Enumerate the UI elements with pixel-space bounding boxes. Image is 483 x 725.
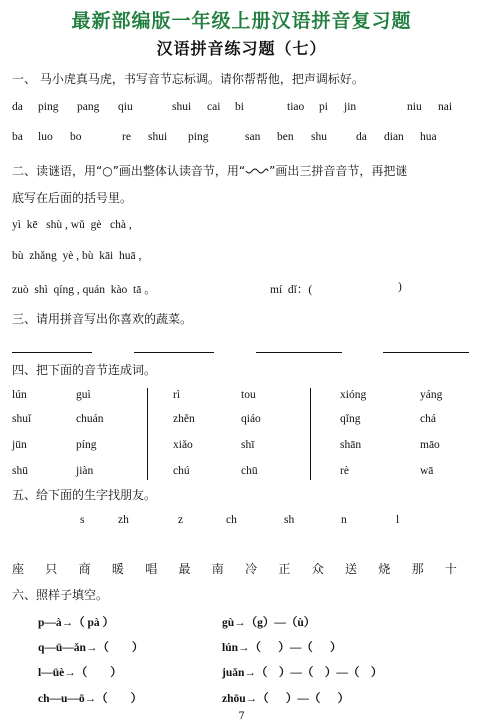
- initial-consonant: ch: [226, 514, 237, 526]
- circle-symbol: ○: [102, 164, 113, 178]
- chinese-character: 冷: [245, 562, 258, 576]
- pinyin-syllable: san: [245, 131, 261, 143]
- syllable-cell: xióng: [340, 389, 367, 401]
- chinese-character: 众: [311, 562, 324, 576]
- initial-consonant: z: [178, 514, 184, 526]
- chinese-character: 座: [12, 562, 25, 576]
- chinese-character: 商: [78, 562, 91, 576]
- q4-instruction: 四、把下面的音节连成词。: [12, 363, 157, 377]
- syllable-cell: māo: [420, 439, 440, 451]
- pinyin-syllable: shu: [311, 131, 327, 143]
- syllable-cell: zhěn: [173, 413, 195, 425]
- divider-right: [310, 388, 311, 480]
- pinyin-syllable: nai: [438, 101, 453, 113]
- pinyin-syllable: jin: [344, 101, 357, 113]
- initial-consonant: zh: [118, 514, 129, 526]
- syllable-cell: shū: [12, 465, 28, 477]
- syllable-cell: rì: [173, 389, 181, 401]
- initial-consonant: n: [341, 514, 347, 526]
- riddle-answer-label: mí dǐ：(: [270, 284, 313, 296]
- syllable-cell: chú: [173, 465, 190, 477]
- chinese-character: 烧: [378, 562, 391, 576]
- syllable-cell: chuán: [76, 413, 104, 425]
- syllable-cell: píng: [76, 439, 97, 451]
- pinyin-syllable: pang: [77, 101, 100, 113]
- page-title: 最新部编版一年级上册汉语拼音复习题: [71, 10, 412, 32]
- riddle-line-3: zuò shì qíng , quán kào tā 。: [12, 284, 156, 296]
- pinyin-syllable: ba: [12, 131, 23, 143]
- chinese-character: 那: [411, 562, 424, 576]
- pinyin-syllable: cai: [207, 101, 221, 113]
- pinyin-syllable: niu: [407, 101, 422, 113]
- q3-instruction: 三、请用拼音写出你喜欢的蔬菜。: [12, 312, 193, 326]
- chinese-character: 十: [444, 562, 457, 576]
- chinese-character: 唱: [145, 562, 158, 576]
- exercise-left: ch—u—ō→（ ）: [38, 693, 143, 705]
- page-number: 7: [238, 711, 245, 722]
- answer-line-2[interactable]: [134, 352, 214, 353]
- exercise-left: q—ü—ǎn→（ ）: [38, 642, 144, 654]
- pinyin-syllable: da: [12, 101, 23, 113]
- chinese-character: 最: [178, 562, 191, 576]
- exercise-right: juǎn→（ ）—（ ）—（ ）: [222, 667, 383, 679]
- syllable-cell: rè: [340, 465, 349, 477]
- exercise-right: lún→（ ）—（ ）: [222, 642, 342, 654]
- syllable-cell: jiàn: [76, 465, 94, 477]
- syllable-cell: lún: [12, 389, 27, 401]
- answer-line-4[interactable]: [383, 352, 469, 353]
- syllable-cell: qiáo: [241, 413, 261, 425]
- syllable-cell: chū: [241, 465, 258, 477]
- q2-instruction: [12, 162, 407, 179]
- initial-consonant: l: [396, 514, 400, 526]
- pinyin-syllable: shui: [172, 101, 192, 113]
- exercise-right: zhōu→（ ）—（ ）: [222, 693, 350, 705]
- pinyin-syllable: bi: [235, 101, 244, 113]
- pinyin-syllable: ben: [277, 131, 294, 143]
- syllable-cell: chá: [420, 413, 436, 425]
- exercise-right: gù→（g）—（ù）: [222, 617, 316, 629]
- page-subtitle: 汉语拼音练习题（七）: [156, 39, 327, 58]
- syllable-cell: shī: [241, 439, 255, 451]
- pinyin-syllable: bo: [70, 131, 82, 143]
- pinyin-syllable: da: [356, 131, 367, 143]
- wavy-underline-icon: [245, 168, 269, 176]
- initial-consonant: s: [80, 514, 85, 526]
- exercise-left: p—à→（ pà ）: [38, 617, 115, 629]
- q1-instruction: 一、 马小虎真马虎，书写音节忘标调。请你帮帮他，把声调标好。: [12, 72, 364, 86]
- syllable-cell: guì: [76, 389, 91, 401]
- pinyin-syllable: re: [122, 131, 131, 143]
- pinyin-syllable: ping: [38, 101, 59, 113]
- riddle-line-1: yì kē shù , wǔ gè chà ,: [12, 219, 132, 231]
- chinese-character: 送: [345, 562, 358, 576]
- exercise-left: l—üè→（ ）: [38, 667, 122, 679]
- syllable-cell: shuǐ: [12, 413, 32, 425]
- pinyin-syllable: ping: [188, 131, 209, 143]
- chinese-character: 只: [45, 562, 58, 576]
- syllable-cell: qǐng: [340, 413, 361, 425]
- q6-instruction: 六、照样子填空。: [12, 588, 109, 602]
- answer-line-1[interactable]: [12, 352, 92, 353]
- syllable-cell: jūn: [12, 439, 27, 451]
- q2-instruction-line2: 底写在后面的括号里。: [12, 191, 133, 205]
- syllable-cell: xiǎo: [173, 439, 193, 451]
- syllable-cell: shān: [340, 439, 362, 451]
- pinyin-syllable: luo: [38, 131, 53, 143]
- riddle-line-2: bù zhǎng yè , bù kāi huā ,: [12, 250, 142, 262]
- pinyin-syllable: dian: [384, 131, 404, 143]
- riddle-answer-close: ): [398, 281, 402, 293]
- q2-instruction-part-b: ”画出整体认读音节，用“: [112, 164, 246, 178]
- pinyin-syllable: qiu: [118, 101, 133, 113]
- syllable-cell: wā: [420, 465, 434, 477]
- syllable-cell: tou: [241, 389, 256, 401]
- q2-instruction-part-c: ”画出三拼音音节，再把谜: [269, 164, 408, 178]
- pinyin-syllable: hua: [420, 131, 437, 143]
- syllable-cell: yáng: [420, 389, 443, 401]
- pinyin-syllable: pi: [319, 101, 328, 113]
- initial-consonant: sh: [284, 514, 295, 526]
- chinese-character: 南: [211, 562, 224, 576]
- pinyin-syllable: shui: [148, 131, 168, 143]
- answer-line-3[interactable]: [256, 352, 342, 353]
- pinyin-syllable: tiao: [287, 101, 305, 113]
- divider-left: [147, 388, 148, 480]
- q2-instruction-part-a: 二、读谜语，用“: [12, 164, 103, 178]
- chinese-character: 正: [278, 562, 291, 576]
- chinese-character: 暖: [111, 562, 124, 576]
- q5-instruction: 五、给下面的生字找朋友。: [12, 488, 157, 502]
